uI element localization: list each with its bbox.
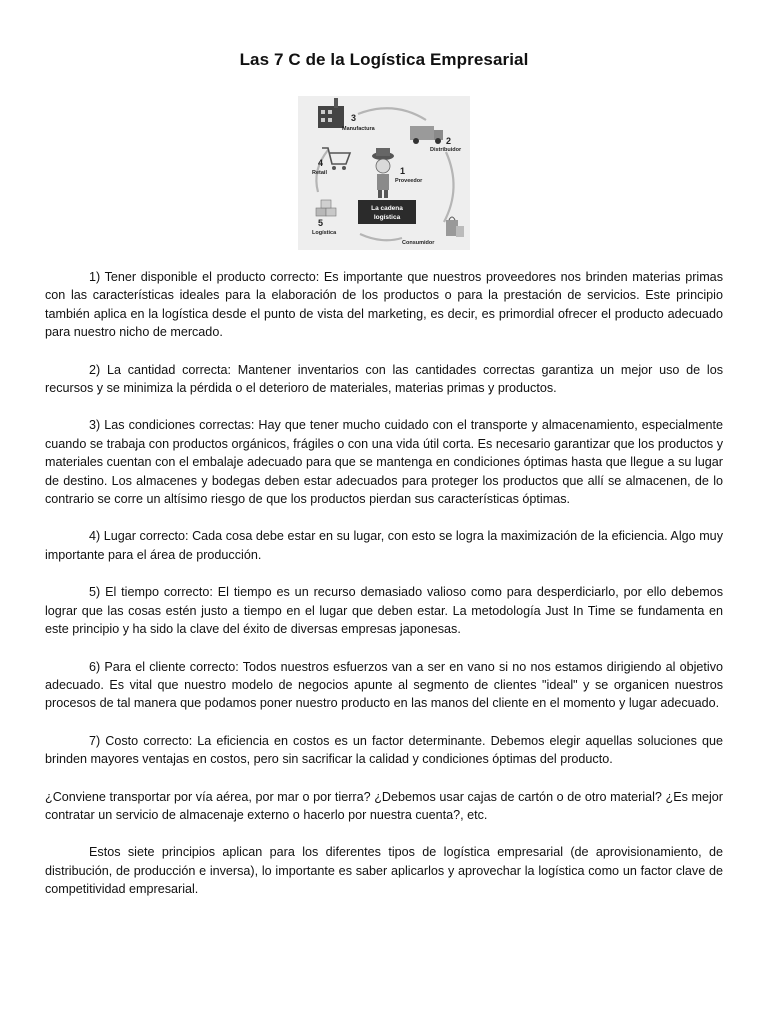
paragraph-questions: ¿Conviene transportar por vía aérea, por mar o por tierra? ¿Debemos usar cajas de cartón o de otro material? ¿Es mejor contratar un servicio de almacenaje externo o hacerlo por nuestra cuenta?, etc. — [45, 789, 723, 822]
paragraph-principle-2: 2) La cantidad correcta: Mantener inventarios con las cantidades correctas garantiza un mejor uso de los recursos y se minimiza la pérdida o el deterioro de materiales, materias primas y productos. — [45, 362, 723, 396]
banner-line-2: logística — [373, 214, 401, 221]
label-retail: Retail — [312, 170, 327, 176]
label-logistica: Logística — [312, 230, 337, 236]
banner-line-1: La cadena — [371, 205, 403, 212]
label-proveedor: Proveedor — [395, 178, 423, 184]
label-manufactura: Manufactura — [342, 126, 375, 132]
paragraph-principle-5: 5) El tiempo correcto: El tiempo es un recurso demasiado valioso como para desperdiciarlo, por ello debemos lograr que las cosas estén justo a tiempo en el lugar que deben estar. La metodología Just In Time se fundamenta en este principio y ha sido la clave del éxito de diversas empresas japonesas. — [45, 585, 723, 637]
paragraph-principle-4: 4) Lugar correcto: Cada cosa debe estar en su lugar, con esto se logra la maximización de la eficiencia. Algo muy importante para el área de producción. — [45, 529, 723, 562]
label-number-4: 4 — [318, 158, 324, 168]
label-consumidor: Consumidor — [402, 240, 435, 246]
label-number-3: 3 — [351, 113, 357, 123]
paragraph-principle-6: 6) Para el cliente correcto: Todos nuestros esfuerzos van a ser en vano si no nos estamos dirigiendo al objetivo adecuado. Es vital que nuestro modelo de negocios apunte al segmento de clientes "ideal" y se organicen nuestros procesos de tal manera que podamos poner nuestro producto en las manos del cliente en el momento y lugar adecuado. — [45, 659, 723, 711]
center-banner — [358, 200, 416, 224]
label-number-1: 1 — [400, 166, 406, 176]
truck-icon — [410, 126, 443, 144]
label-number-2: 2 — [446, 136, 452, 146]
label-distribuidor: Distribuidor — [430, 147, 462, 153]
shopping-bags-icon — [446, 217, 464, 237]
paragraph-principle-7: 7) Costo correcto: La eficiencia en costos es un factor determinante. Debemos elegir aquellas soluciones que brinden mayores ventajas en costos, pero sin sacrificar la calidad y condiciones óptimas del producto. — [45, 733, 723, 767]
factory-icon — [318, 98, 344, 128]
paragraph-principle-3: 3) Las condiciones correctas: Hay que tener mucho cuidado con el transporte y almacenamiento, especialmente cuando se trabaja con productos orgánicos, frágiles o con una vida útil corta. Es necesario garantizar que los productos y materiales cuentan con el embalaje adecuado para que se mantenga en condiciones óptimas hasta que llegue a su lugar de destino. Los almacenes y bodegas deben estar adecuados para proteger los productos que allí se almacenen, de lo contrario se corre un altísimo riesgo de que los productos pierdan sus características óptimas. — [45, 418, 723, 507]
paragraph-conclusion: Estos siete principios aplican para los diferentes tipos de logística empresarial (de aprovisionamiento, de distribución, de producción e inversa), lo importante es saber aplicarlos y aprovechar la logística como un factor clave de competitividad empresarial. — [45, 845, 723, 897]
document-title: Las 7 C de la Logística Empresarial — [239, 50, 529, 69]
paragraph-principle-1: 1) Tener disponible el producto correcto: Es importante que nuestros proveedores nos brinden materias primas con las características ideales para la elaboración de los productos o para la prestación de servicios. Este principio también aplica en la logística desde el punto de vista del marketing, es decir, es primordial ofrecer el producto adecuado para nuestro nicho de mercado. — [45, 270, 723, 340]
document-body — [45, 268, 723, 918]
worker-character-icon — [372, 148, 394, 198]
boxes-icon — [316, 200, 336, 216]
logistics-chain-figure — [298, 96, 470, 250]
label-number-5: 5 — [318, 218, 324, 228]
logistics-chain-diagram — [298, 96, 470, 250]
